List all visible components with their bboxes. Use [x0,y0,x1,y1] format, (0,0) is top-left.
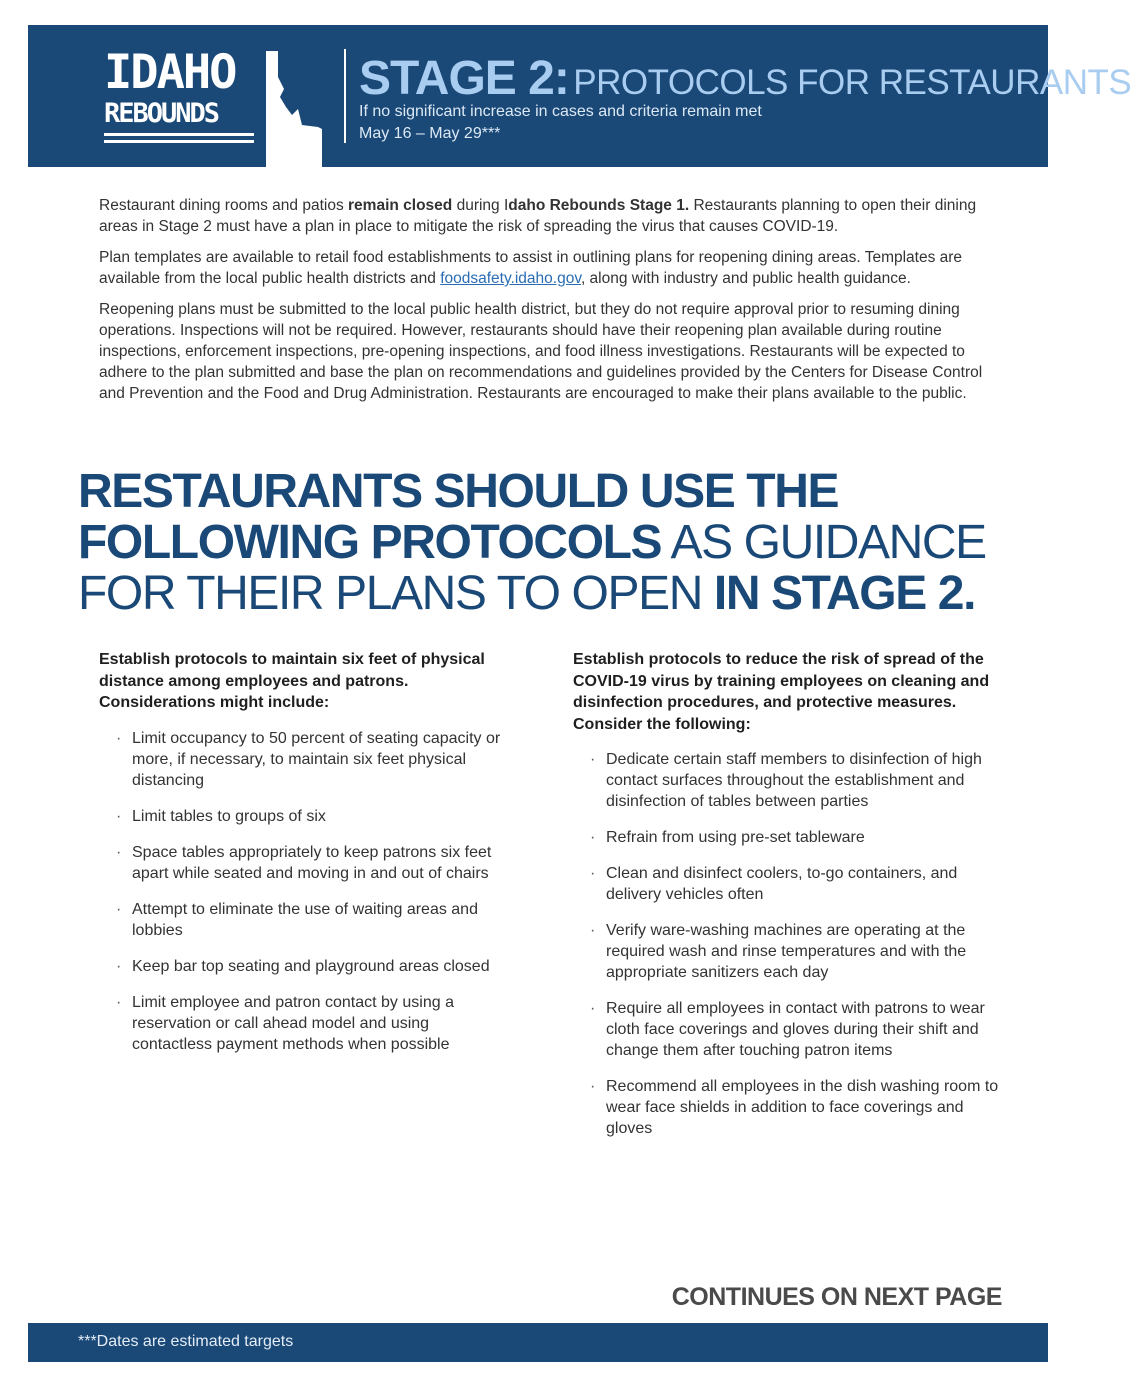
list-item-text: Attempt to eliminate the use of waiting areas and lobbies [132,900,478,939]
headline-light: AS GUIDANCE FOR THEIR PLANS TO OPEN [78,516,986,620]
list-item-text: Clean and disinfect coolers, to-go containers, and delivery vehicles often [606,865,958,903]
bullet-icon: · [116,807,122,825]
distancing-protocols [99,649,504,1070]
intro-emphasis: remain closed [348,197,453,214]
bullet-icon: · [590,865,596,882]
list-item-text: Dedicate certain staff members to disinfection of high contact surfaces throughout the establishment and disinfection of tables between parties [606,751,982,810]
list-item [99,842,504,884]
bullet-icon: · [590,1078,596,1095]
list-item-text: Recommend all employees in the dish washing room to wear face shields in addition to face coverings and gloves [606,1078,999,1137]
sanitation-protocols [573,649,1005,1154]
intro-text: Plan templates are available to retail food establishments to assist in outlining plans for reopening dining areas. Templates are available from the local public health districts and [99,249,963,287]
page-title [359,51,1131,106]
idaho-rebounds-logo [104,47,344,151]
bullet-icon: · [590,751,596,768]
stage-topic: PROTOCOLS FOR RESTAURANTS [573,63,1131,102]
bullet-icon: · [116,957,122,975]
list-item [573,1076,1005,1139]
list-item-text: Limit employee and patron contact by using a reservation or call ahead model and using contactless payment methods when possible [132,993,454,1053]
list-item [573,920,1005,983]
list-item [573,863,1005,905]
bullet-icon: · [590,922,596,939]
headline-bold-3: IN STAGE 2. [713,567,975,620]
list-item-text: Refrain from using pre-set tableware [606,829,865,846]
intro-text: Restaurants planning to open their dining areas in Stage 2 must have a plan in place to mitigate the risk of spreading the virus that causes COVID-19. [99,197,977,235]
intro-emphasis: daho Rebounds Stage 1. [508,197,690,214]
bullet-icon: · [116,843,122,861]
list-item [573,998,1005,1061]
sanitation-heading: Establish protocols to reduce the risk of spread of the COVID-19 virus by training employees on cleaning and disinfection procedures, and protective measures. Consider the following: [573,651,990,733]
list-item [99,899,504,941]
headline-bold-2: PROTOCOLS [370,516,662,569]
list-item-text: Limit tables to groups of six [132,807,326,825]
list-item-text: Space tables appropriately to keep patrons six feet apart while seated and moving in and out of chairs [132,843,492,882]
stage-label: STAGE 2: [359,52,569,105]
headline-bold-1: RESTAURANTS SHOULD USE THE FOLLOWING [78,465,839,569]
headline [78,466,1018,619]
foodsafety-link[interactable]: foodsafety.idaho.gov [440,270,581,287]
list-item [573,749,1005,812]
header-subtitle [359,101,762,145]
list-item [573,827,1005,848]
bullet-icon: · [590,1000,596,1017]
intro-text: , along with industry and public health guidance. [580,270,911,287]
intro-section [99,195,1004,414]
list-item-text: Require all employees in contact with patrons to wear cloth face coverings and gloves during their shift and change them after touching patron items [606,1000,985,1059]
intro-text: Restaurant dining rooms and patios [99,197,349,214]
logo-rebounds-text: REBOUNDS [104,98,219,129]
header-banner [28,25,1131,167]
list-item [99,806,504,827]
date-range: May 16 – May 29*** [359,125,501,142]
list-item-text: Verify ware-washing machines are operating at the required wash and rinse temperatures and with the appropriate sanitizers each day [606,922,967,981]
intro-paragraph-1 [99,195,1004,237]
list-item [99,728,504,791]
continues-note: CONTINUES ON NEXT PAGE [671,1283,1002,1311]
bullet-icon: · [116,993,122,1011]
distancing-heading: Establish protocols to maintain six feet of physical distance among employees and patrons. Considerations might include: [99,651,485,711]
header-divider [344,49,346,143]
logo-idaho-text: IDAHO [104,45,236,100]
bullet-icon: · [116,729,122,747]
list-item-text: Keep bar top seating and playground areas closed [132,957,490,975]
footer-banner [28,1323,1048,1362]
intro-text: during I [452,197,509,214]
intro-paragraph-3: Reopening plans must be submitted to the local public health district, but they do not require approval prior to resuming dining operations. Inspections will not be required. However, restaurants should have their reopening plan available during routine inspections, enforcement inspections, pre-opening inspections, and food illness investigations. Restaurants will be expected to adhere to the plan submitted and base the plan on recommendations and guidelines provided by the Centers for Disease Control and Prevention and the Food and Drug Administration. Restaurants are encouraged to make their plans available to the public. [99,301,983,402]
bullet-icon: · [116,900,122,918]
logo-stripes [104,133,254,147]
idaho-map-icon [262,49,326,167]
footer-note: ***Dates are estimated targets [78,1333,294,1350]
criteria-note: If no significant increase in cases and criteria remain met [359,103,762,120]
bullet-icon: · [590,829,596,846]
distancing-list [99,728,504,1055]
sanitation-list [573,749,1005,1139]
intro-paragraph-2 [99,247,1004,289]
list-item-text: Limit occupancy to 50 percent of seating capacity or more, if necessary, to maintain six feet physical distancing [132,729,501,789]
list-item [99,956,504,977]
list-item [99,992,504,1055]
